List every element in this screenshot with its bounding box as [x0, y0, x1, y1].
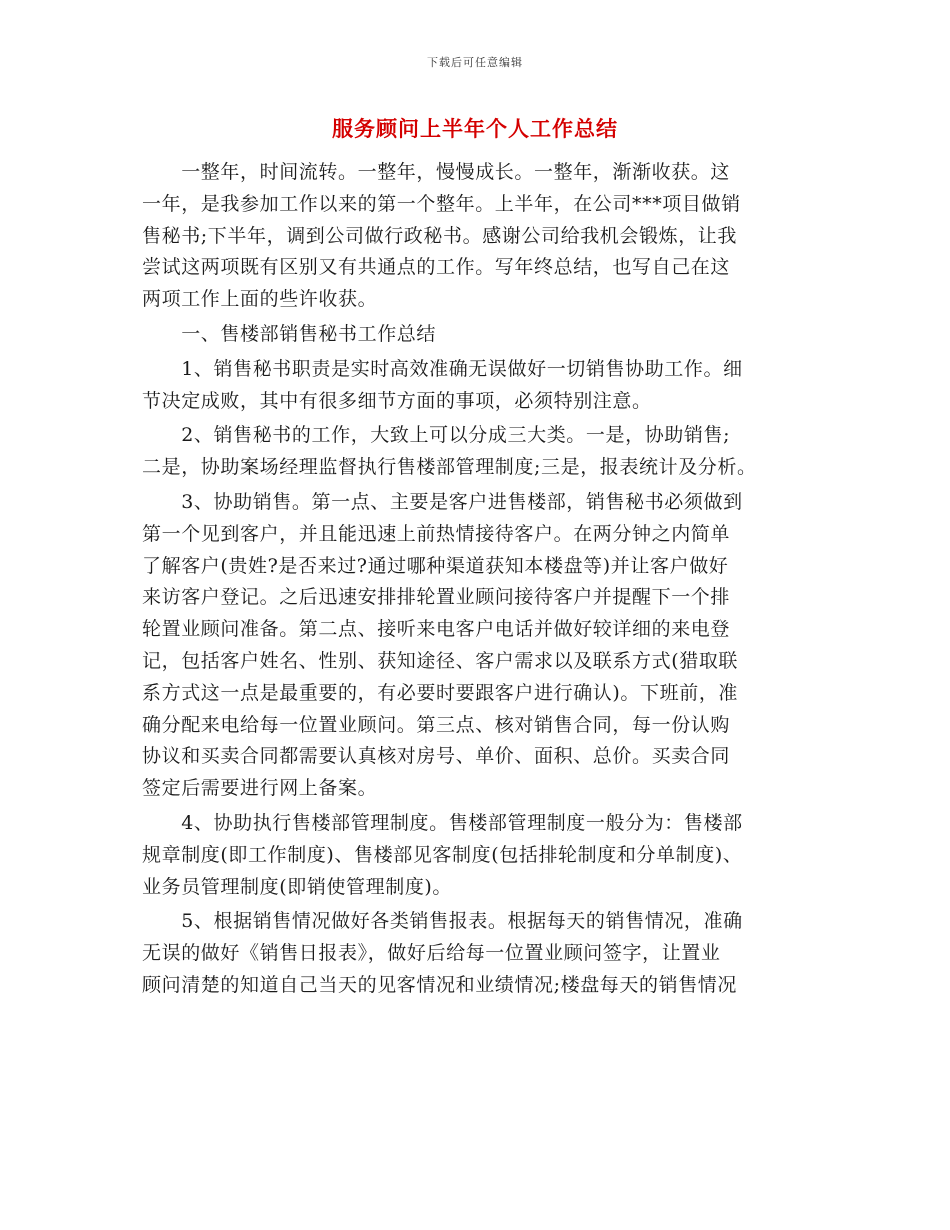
text-line: 节决定成败，其中有很多细节方面的事项，必须特别注意。: [142, 389, 652, 412]
text-line: 售秘书;下半年，调到公司做行政秘书。感谢公司给我机会锻炼，让我: [142, 224, 738, 247]
text-line: 签定后需要进行网上备案。: [142, 777, 378, 800]
text-line: 无误的做好《销售日报表》，做好后给每一位置业顾问签字，让置业: [142, 942, 721, 965]
paragraph-item-2: [142, 420, 822, 484]
text-line: 尝试这两项既有区别又有共通点的工作。写年终总结，也写自己在这: [142, 256, 731, 279]
text-line: 一整年，时间流转。一整年，慢慢成长。一整年，渐渐收获。这: [142, 161, 731, 183]
paragraph-item-5: [142, 906, 822, 1001]
text-line: 4、协助执行售楼部管理制度。售楼部管理制度一般分为：售楼部: [142, 811, 743, 834]
text-line: 2、销售秘书的工作，大致上可以分成三大类。一是，协助销售;: [142, 424, 731, 447]
text-line: 一年，是我参加工作以来的第一个整年。上半年，在公司***项目做销: [142, 192, 741, 215]
text-line: 来访客户登记。之后迅速安排排轮置业顾问接待客户并提醒下一个排: [142, 586, 731, 609]
text-line: 协议和买卖合同都需要认真核对房号、单价、面积、总价。买卖合同: [142, 745, 731, 768]
text-line: 了解客户(贵姓?是否来过?通过哪种渠道获知本楼盘等)并让客户做好: [142, 554, 729, 577]
document-title: 服务顾问上半年个人工作总结: [332, 117, 618, 141]
text-line: 一、售楼部销售秘书工作总结: [142, 322, 437, 345]
text-line: 确分配来电给每一位置业顾问。第三点、核对销售合同，每一份认购: [142, 713, 731, 736]
text-line: 轮置业顾问准备。第二点、接听来电客户电话并做好较详细的来电登: [142, 618, 731, 641]
text-line: 顾问清楚的知道自己当天的见客情况和业绩情况;楼盘每天的销售情况: [142, 973, 738, 996]
paragraph-item-4: [142, 808, 822, 903]
paragraph-item-3: [142, 487, 822, 805]
text-line: 3、协助销售。第一点、主要是客户进售楼部，销售秘书必须做到: [142, 490, 743, 513]
text-line: 1、销售秘书职责是实时高效准确无误做好一切销售协助工作。细: [142, 357, 743, 380]
text-line: 二是，协助案场经理监督执行售楼部管理制度;三是，报表统计及分析。: [142, 456, 757, 479]
text-line: 系方式这一点是最重要的，有必要时要跟客户进行确认)。下班前，准: [142, 681, 739, 704]
text-line: 业务员管理制度(即销使管理制度)。: [142, 875, 453, 898]
header-note: 下载后可任意编辑: [427, 56, 523, 69]
text-line: 规章制度(即工作制度)、售楼部见客制度(包括排轮制度和分单制度)、: [142, 843, 743, 866]
paragraph-intro: [142, 157, 822, 316]
section-heading-1: [142, 319, 822, 351]
paragraph-item-1: [142, 354, 822, 418]
text-line: 两项工作上面的些许收获。: [142, 288, 378, 311]
text-line: 5、根据销售情况做好各类销售报表。根据每天的销售情况，准确: [142, 910, 743, 933]
document-body: [142, 157, 822, 1002]
text-line: 第一个见到客户，并且能迅速上前热情接待客户。在两分钟之内简单: [142, 522, 731, 545]
text-line: 记，包括客户姓名、性别、获知途径、客户需求以及联系方式(猎取联: [142, 649, 739, 672]
